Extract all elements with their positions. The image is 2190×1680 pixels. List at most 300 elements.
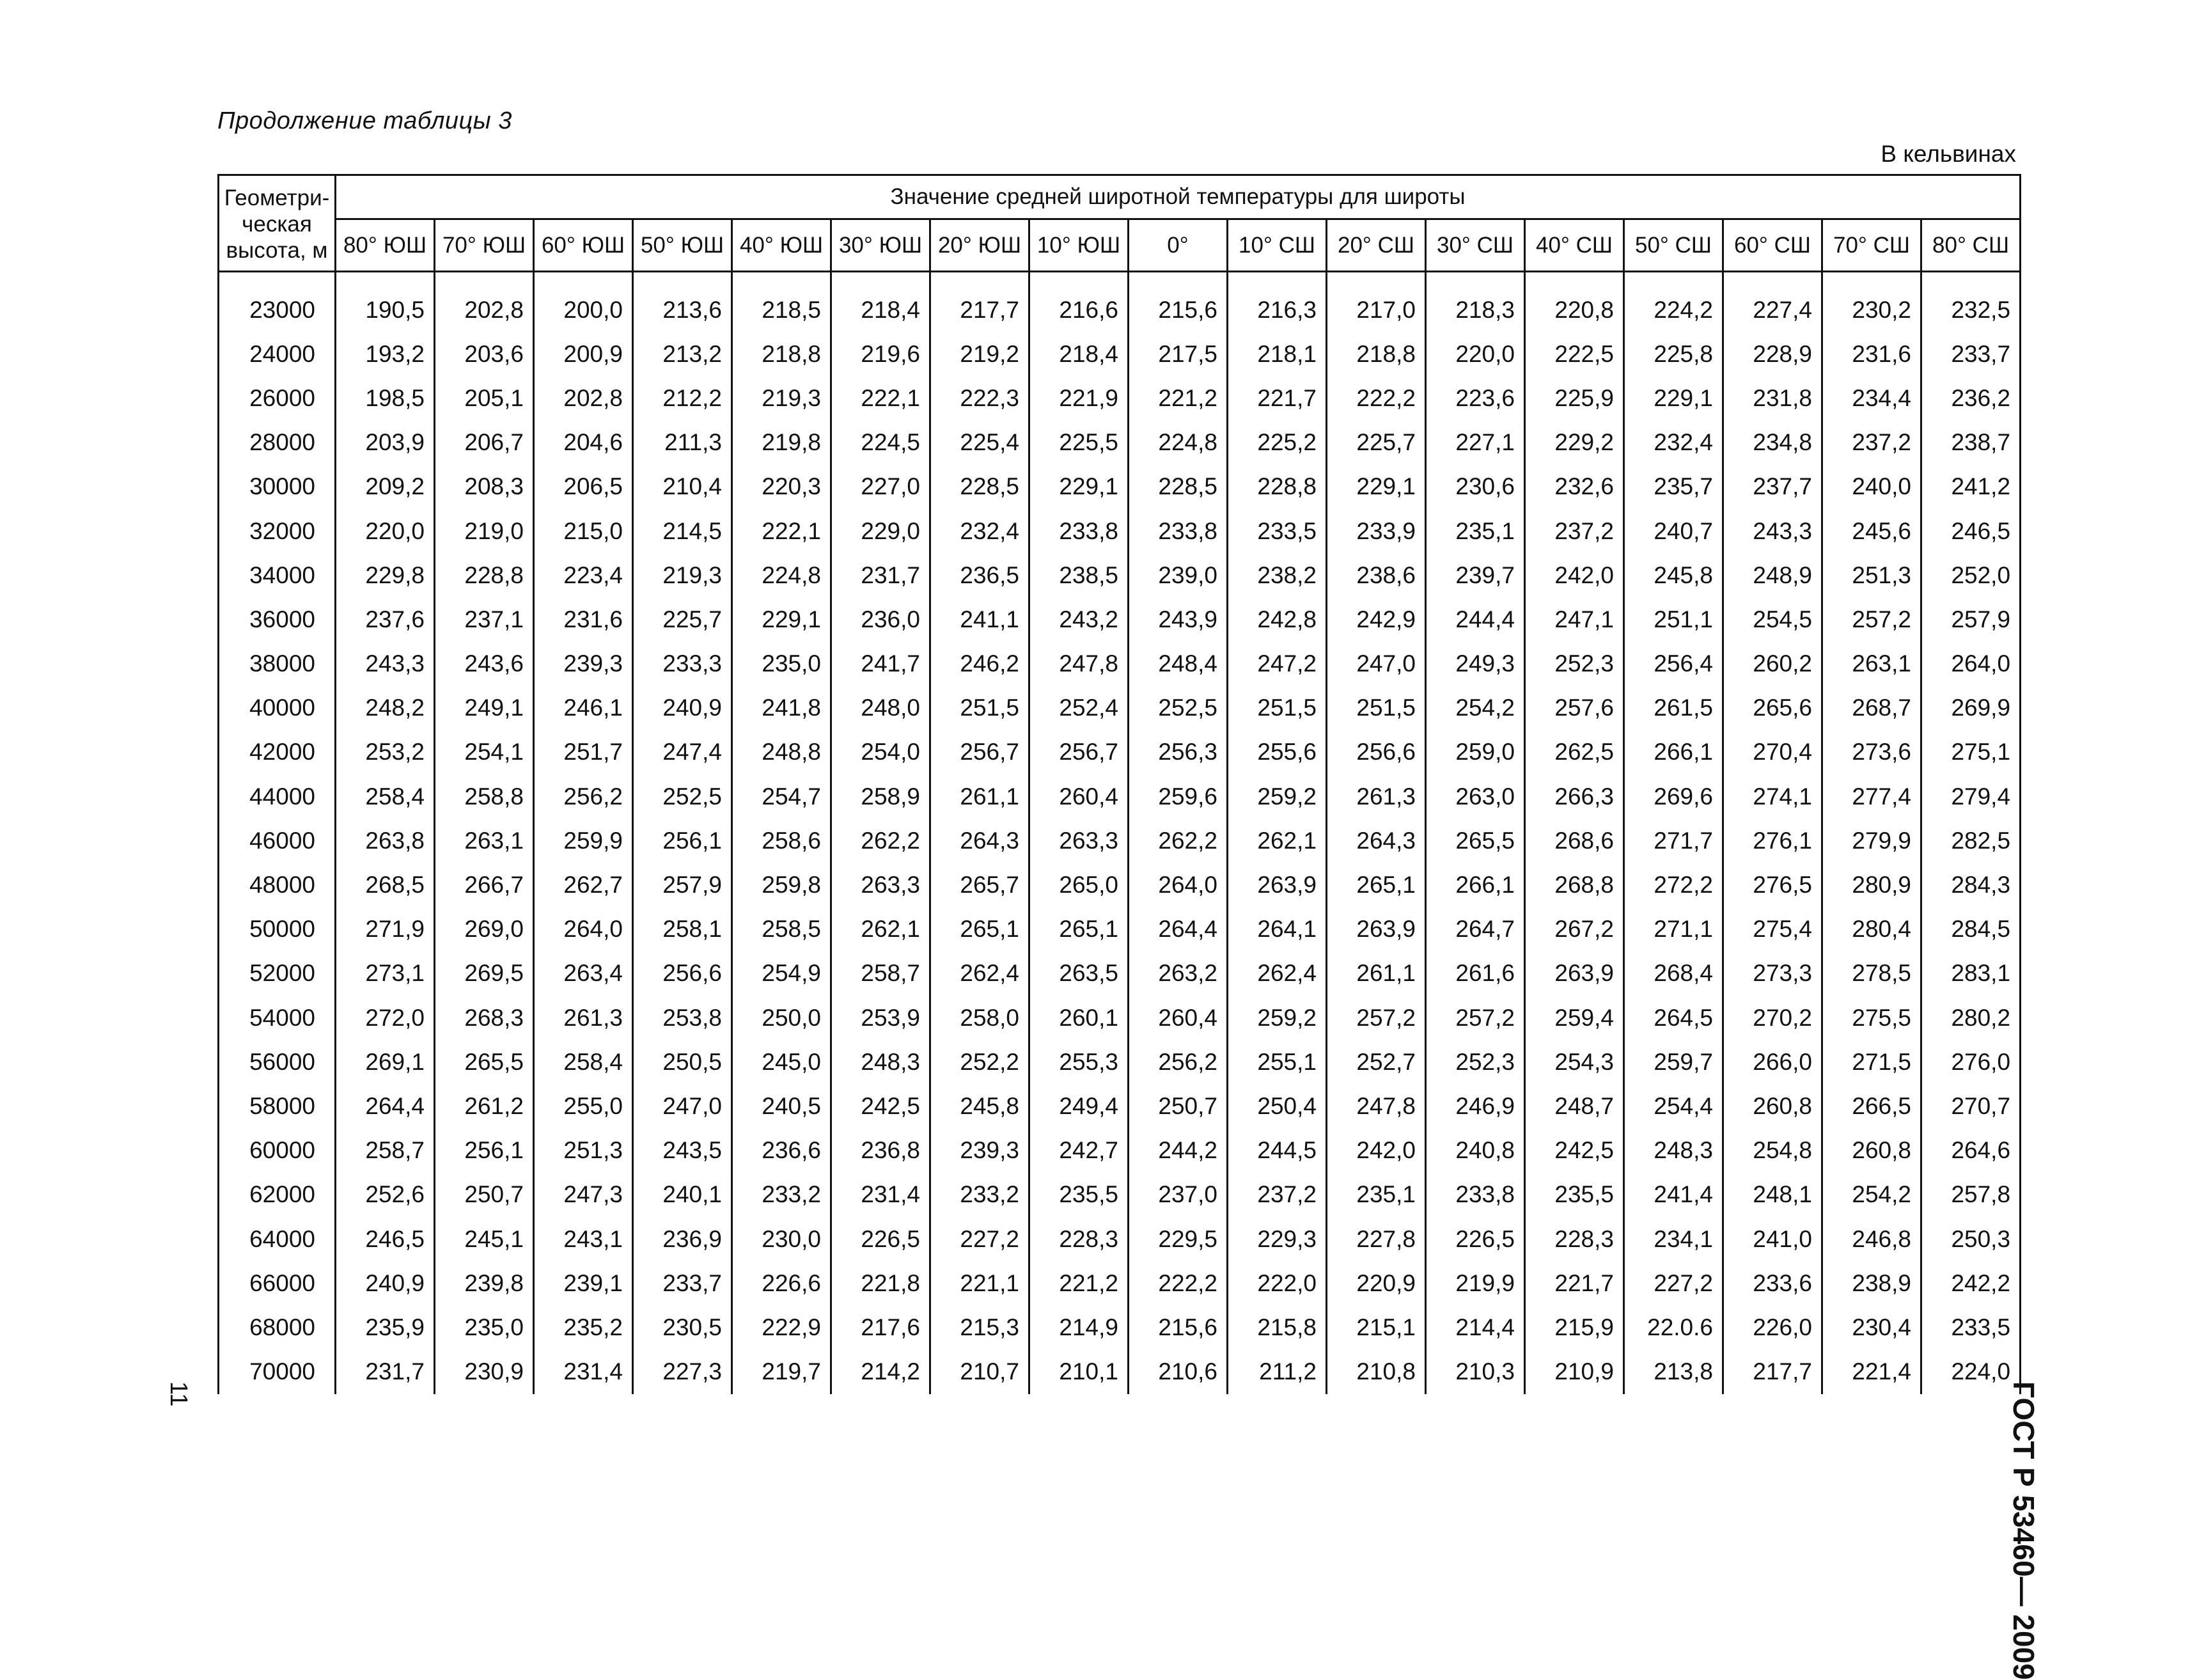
temperature-cell: 260,8	[1822, 1129, 1921, 1173]
temperature-cell: 250,7	[1129, 1084, 1228, 1128]
temperature-cell: 266,5	[1822, 1084, 1921, 1128]
latitude-header: 10° СШ	[1228, 219, 1327, 272]
temperature-cell: 259,2	[1228, 774, 1327, 819]
temperature-cell: 257,2	[1327, 996, 1426, 1040]
spacer-cell	[1129, 272, 1228, 288]
temperature-cell: 231,7	[336, 1350, 435, 1394]
temperature-cell: 262,5	[1525, 730, 1624, 774]
temperature-cell: 242,5	[831, 1084, 930, 1128]
temperature-cell: 226,5	[1426, 1217, 1525, 1261]
temperature-cell: 280,4	[1822, 907, 1921, 952]
temperature-cell: 252,3	[1525, 642, 1624, 686]
temperature-cell: 245,8	[930, 1084, 1029, 1128]
altitude-cell: 48000	[219, 863, 336, 907]
temperature-cell: 247,1	[1525, 597, 1624, 641]
temperature-cell: 259,4	[1525, 996, 1624, 1040]
temperature-cell: 220,0	[1426, 332, 1525, 376]
temperature-cell: 210,3	[1426, 1350, 1525, 1394]
table-row	[219, 509, 2021, 553]
page-number: 11	[165, 1381, 192, 1407]
temperature-cell: 268,8	[1525, 863, 1624, 907]
temperature-cell: 262,1	[831, 907, 930, 952]
temperature-cell: 203,9	[336, 421, 435, 465]
latitude-header: 20° СШ	[1327, 219, 1426, 272]
temperature-cell: 203,6	[435, 332, 534, 376]
temperature-cell: 210,8	[1327, 1350, 1426, 1394]
temperature-cell: 205,1	[435, 376, 534, 420]
temperature-cell: 218,4	[831, 288, 930, 332]
temperature-cell: 261,3	[534, 996, 633, 1040]
temperature-cell: 239,0	[1129, 553, 1228, 597]
temperature-cell: 260,1	[1029, 996, 1129, 1040]
temperature-cell: 248,4	[1129, 642, 1228, 686]
temperature-cell: 198,5	[336, 376, 435, 420]
spacer-cell	[930, 272, 1029, 288]
temperature-cell: 202,8	[534, 376, 633, 420]
temperature-cell: 228,8	[1228, 465, 1327, 509]
temperature-cell: 234,4	[1822, 376, 1921, 420]
temperature-cell: 252,5	[1129, 686, 1228, 730]
table-row	[219, 1040, 2021, 1084]
temperature-cell: 259,7	[1624, 1040, 1723, 1084]
temperature-cell: 213,6	[633, 288, 732, 332]
temperature-cell: 272,0	[336, 996, 435, 1040]
temperature-cell: 266,0	[1723, 1040, 1822, 1084]
table-row	[219, 1350, 2021, 1394]
temperature-cell: 215,0	[534, 509, 633, 553]
temperature-cell: 262,7	[534, 863, 633, 907]
temperature-cell: 208,3	[435, 465, 534, 509]
temperature-cell: 230,0	[732, 1217, 831, 1261]
temperature-cell: 239,7	[1426, 553, 1525, 597]
temperature-cell: 229,1	[1029, 465, 1129, 509]
temperature-cell: 263,5	[1029, 952, 1129, 996]
temperature-cell: 213,8	[1624, 1350, 1723, 1394]
temperature-cell: 237,6	[336, 597, 435, 641]
temperature-cell: 258,1	[633, 907, 732, 952]
table-row	[219, 730, 2021, 774]
temperature-cell: 221,2	[1029, 1261, 1129, 1305]
temperature-cell: 276,0	[1921, 1040, 2021, 1084]
temperature-cell: 261,6	[1426, 952, 1525, 996]
temperature-cell: 263,4	[534, 952, 633, 996]
altitude-cell: 68000	[219, 1305, 336, 1349]
temperature-cell: 254,2	[1822, 1173, 1921, 1217]
temperature-cell: 273,3	[1723, 952, 1822, 996]
temperature-cell: 260,4	[1129, 996, 1228, 1040]
spacer-cell	[1822, 272, 1921, 288]
temperature-cell: 227,2	[930, 1217, 1029, 1261]
temperature-cell: 243,2	[1029, 597, 1129, 641]
temperature-cell: 228,5	[1129, 465, 1228, 509]
temperature-cell: 233,2	[732, 1173, 831, 1217]
temperature-cell: 225,9	[1525, 376, 1624, 420]
temperature-cell: 229,1	[732, 597, 831, 641]
temperature-cell: 233,9	[1327, 509, 1426, 553]
temperature-cell: 230,2	[1822, 288, 1921, 332]
temperature-cell: 278,5	[1822, 952, 1921, 996]
temperature-cell: 231,4	[534, 1350, 633, 1394]
temperature-cell: 277,4	[1822, 774, 1921, 819]
temperature-cell: 200,9	[534, 332, 633, 376]
temperature-cell: 215,1	[1327, 1305, 1426, 1349]
temperature-cell: 221,4	[1822, 1350, 1921, 1394]
standard-id: ГОСТ Р 53460— 2009	[2007, 1381, 2040, 1680]
temperature-cell: 242,0	[1525, 553, 1624, 597]
temperature-cell: 248,0	[831, 686, 930, 730]
spacer-cell	[633, 272, 732, 288]
spacer-cell	[1029, 272, 1129, 288]
temperature-cell: 229,5	[1129, 1217, 1228, 1261]
temperature-cell: 257,2	[1426, 996, 1525, 1040]
temperature-cell: 258,9	[831, 774, 930, 819]
temperature-cell: 239,8	[435, 1261, 534, 1305]
altitude-header	[219, 175, 336, 272]
spacer-cell	[1426, 272, 1525, 288]
temperature-cell: 237,2	[1525, 509, 1624, 553]
temperature-cell: 268,3	[435, 996, 534, 1040]
temperature-cell: 255,1	[1228, 1040, 1327, 1084]
temperature-cell: 264,4	[336, 1084, 435, 1128]
temperature-cell: 247,4	[633, 730, 732, 774]
spacer-cell	[831, 272, 930, 288]
temperature-cell: 264,7	[1426, 907, 1525, 952]
temperature-cell: 269,0	[435, 907, 534, 952]
table-row	[219, 465, 2021, 509]
temperature-cell: 268,6	[1525, 819, 1624, 863]
spacer-cell	[1525, 272, 1624, 288]
temperature-cell: 270,2	[1723, 996, 1822, 1040]
temperature-cell: 258,0	[930, 996, 1029, 1040]
temperature-cell: 212,2	[633, 376, 732, 420]
temperature-cell: 236,9	[633, 1217, 732, 1261]
latitude-header: 50° ЮШ	[633, 219, 732, 272]
temperature-cell: 232,5	[1921, 288, 2021, 332]
temperature-cell: 236,2	[1921, 376, 2021, 420]
temperature-cell: 221,9	[1029, 376, 1129, 420]
temperature-cell: 249,3	[1426, 642, 1525, 686]
temperature-cell: 231,8	[1723, 376, 1822, 420]
temperature-cell: 265,1	[1327, 863, 1426, 907]
temperature-cell: 258,4	[534, 1040, 633, 1084]
temperature-cell: 228,3	[1525, 1217, 1624, 1261]
spacer-cell	[534, 272, 633, 288]
temperature-cell: 251,5	[1327, 686, 1426, 730]
temperature-cell: 210,4	[633, 465, 732, 509]
altitude-cell: 32000	[219, 509, 336, 553]
temperature-cell: 227,4	[1723, 288, 1822, 332]
temperature-cell: 238,9	[1822, 1261, 1921, 1305]
temperature-cell: 221,7	[1228, 376, 1327, 420]
temperature-cell: 256,6	[633, 952, 732, 996]
temperature-cell: 222,2	[1327, 376, 1426, 420]
temperature-cell: 249,1	[435, 686, 534, 730]
temperature-cell: 258,7	[831, 952, 930, 996]
temperature-cell: 266,3	[1525, 774, 1624, 819]
temperature-cell: 256,2	[1129, 1040, 1228, 1084]
table-row	[219, 1173, 2021, 1217]
temperature-cell: 219,9	[1426, 1261, 1525, 1305]
temperature-cell: 254,7	[732, 774, 831, 819]
temperature-cell: 262,4	[1228, 952, 1327, 996]
temperature-cell: 233,7	[1921, 332, 2021, 376]
temperature-cell: 237,2	[1822, 421, 1921, 465]
temperature-cell: 261,2	[435, 1084, 534, 1128]
temperature-cell: 223,6	[1426, 376, 1525, 420]
temperature-cell: 227,1	[1426, 421, 1525, 465]
temperature-cell: 235,0	[732, 642, 831, 686]
temperature-cell: 235,1	[1426, 509, 1525, 553]
temperature-cell: 209,2	[336, 465, 435, 509]
temperature-cell: 210,7	[930, 1350, 1029, 1394]
temperature-cell: 239,3	[930, 1129, 1029, 1173]
temperature-cell: 250,4	[1228, 1084, 1327, 1128]
altitude-cell: 58000	[219, 1084, 336, 1128]
temperature-cell: 220,9	[1327, 1261, 1426, 1305]
temperature-cell: 216,6	[1029, 288, 1129, 332]
altitude-cell: 54000	[219, 996, 336, 1040]
temperature-cell: 225,7	[1327, 421, 1426, 465]
temperature-cell: 251,3	[1822, 553, 1921, 597]
temperature-cell: 231,6	[534, 597, 633, 641]
spacer-cell	[219, 272, 336, 288]
temperature-cell: 275,4	[1723, 907, 1822, 952]
temperature-cell: 206,7	[435, 421, 534, 465]
temperature-cell: 257,6	[1525, 686, 1624, 730]
temperature-cell: 229,3	[1228, 1217, 1327, 1261]
temperature-cell: 263,2	[1129, 952, 1228, 996]
temperature-cell: 263,9	[1228, 863, 1327, 907]
temperature-cell: 264,0	[534, 907, 633, 952]
temperature-cell: 224,5	[831, 421, 930, 465]
temperature-cell: 219,8	[732, 421, 831, 465]
temperature-cell: 224,8	[1129, 421, 1228, 465]
temperature-cell: 256,2	[534, 774, 633, 819]
temperature-cell: 256,6	[1327, 730, 1426, 774]
latitude-header: 10° ЮШ	[1029, 219, 1129, 272]
temperature-cell: 265,5	[1426, 819, 1525, 863]
temperature-cell: 258,6	[732, 819, 831, 863]
altitude-cell: 34000	[219, 553, 336, 597]
temperature-cell: 240,0	[1822, 465, 1921, 509]
temperature-cell: 236,0	[831, 597, 930, 641]
spacer-cell	[1723, 272, 1822, 288]
altitude-cell: 50000	[219, 907, 336, 952]
table-row	[219, 686, 2021, 730]
temperature-cell: 260,8	[1723, 1084, 1822, 1128]
temperature-cell: 259,6	[1129, 774, 1228, 819]
temperature-cell: 235,2	[534, 1305, 633, 1349]
altitude-cell: 56000	[219, 1040, 336, 1084]
temperature-cell: 257,8	[1921, 1173, 2021, 1217]
temperature-cell: 214,2	[831, 1350, 930, 1394]
temperature-cell: 22.0.6	[1624, 1305, 1723, 1349]
temperature-cell: 216,3	[1228, 288, 1327, 332]
altitude-cell: 44000	[219, 774, 336, 819]
temperature-cell: 255,6	[1228, 730, 1327, 774]
temperature-cell: 269,5	[435, 952, 534, 996]
temperature-cell: 261,1	[1327, 952, 1426, 996]
temperature-cell: 263,3	[1029, 819, 1129, 863]
temperature-cell: 240,9	[633, 686, 732, 730]
temperature-cell: 280,2	[1921, 996, 2021, 1040]
temperature-cell: 255,3	[1029, 1040, 1129, 1084]
temperature-cell: 233,6	[1723, 1261, 1822, 1305]
temperature-cell: 215,9	[1525, 1305, 1624, 1349]
temperature-cell: 237,7	[1723, 465, 1822, 509]
temperature-cell: 282,5	[1921, 819, 2021, 863]
temperature-cell: 218,3	[1426, 288, 1525, 332]
temperature-cell: 214,5	[633, 509, 732, 553]
temperature-cell: 264,3	[930, 819, 1029, 863]
temperature-cell: 265,5	[435, 1040, 534, 1084]
temperature-cell: 242,9	[1327, 597, 1426, 641]
temperature-cell: 258,4	[336, 774, 435, 819]
spacer-cell	[1624, 272, 1723, 288]
temperature-cell: 256,7	[1029, 730, 1129, 774]
spacer-cell	[336, 272, 435, 288]
temperature-cell: 238,2	[1228, 553, 1327, 597]
altitude-cell: 30000	[219, 465, 336, 509]
temperature-cell: 227,8	[1327, 1217, 1426, 1261]
temperature-cell: 271,5	[1822, 1040, 1921, 1084]
table-row	[219, 1084, 2021, 1128]
temperature-cell: 226,6	[732, 1261, 831, 1305]
temperature-cell: 246,5	[1921, 509, 2021, 553]
temperature-cell: 258,8	[435, 774, 534, 819]
temperature-cell: 211,3	[633, 421, 732, 465]
temperature-cell: 228,9	[1723, 332, 1822, 376]
temperature-cell: 242,7	[1029, 1129, 1129, 1173]
temperature-cell: 263,9	[1327, 907, 1426, 952]
temperature-cell: 260,2	[1723, 642, 1822, 686]
temperature-cell: 229,8	[336, 553, 435, 597]
temperature-cell: 271,9	[336, 907, 435, 952]
temperature-cell: 221,7	[1525, 1261, 1624, 1305]
temperature-cell: 279,9	[1822, 819, 1921, 863]
temperature-cell: 248,3	[831, 1040, 930, 1084]
altitude-cell: 52000	[219, 952, 336, 996]
altitude-cell: 60000	[219, 1129, 336, 1173]
temperature-cell: 210,1	[1029, 1350, 1129, 1394]
temperature-cell: 236,5	[930, 553, 1029, 597]
spacer-cell	[1921, 272, 2021, 288]
temperature-cell: 222,5	[1525, 332, 1624, 376]
temperature-cell: 254,3	[1525, 1040, 1624, 1084]
temperature-cell: 235,7	[1624, 465, 1723, 509]
temperature-cell: 273,6	[1822, 730, 1921, 774]
altitude-cell: 24000	[219, 332, 336, 376]
temperature-cell: 257,9	[633, 863, 732, 907]
temperature-cell: 190,5	[336, 288, 435, 332]
temperature-cell: 243,6	[435, 642, 534, 686]
temperature-cell: 252,6	[336, 1173, 435, 1217]
temperature-cell: 193,2	[336, 332, 435, 376]
temperature-cell: 266,1	[1426, 863, 1525, 907]
temperature-cell: 232,4	[930, 509, 1029, 553]
temperature-cell: 248,1	[1723, 1173, 1822, 1217]
temperature-cell: 218,8	[732, 332, 831, 376]
temperature-cell: 267,2	[1525, 907, 1624, 952]
temperature-cell: 231,7	[831, 553, 930, 597]
temperature-cell: 240,9	[336, 1261, 435, 1305]
table-row	[219, 907, 2021, 952]
temperature-cell: 266,7	[435, 863, 534, 907]
temperature-cell: 264,5	[1624, 996, 1723, 1040]
temperature-cell: 234,8	[1723, 421, 1822, 465]
temperature-cell: 250,7	[435, 1173, 534, 1217]
temperature-cell: 247,8	[1029, 642, 1129, 686]
table-row	[219, 952, 2021, 996]
temperature-cell: 264,3	[1327, 819, 1426, 863]
temperature-cell: 236,6	[732, 1129, 831, 1173]
temperature-cell: 233,7	[633, 1261, 732, 1305]
table-caption: Продолжение таблицы 3	[217, 107, 512, 134]
table-row	[219, 1305, 2021, 1349]
temperature-cell: 270,7	[1921, 1084, 2021, 1128]
temperature-cell: 251,7	[534, 730, 633, 774]
latitude-header: 20° ЮШ	[930, 219, 1029, 272]
temperature-cell: 233,8	[1029, 509, 1129, 553]
temperature-cell: 244,2	[1129, 1129, 1228, 1173]
temperature-cell: 227,0	[831, 465, 930, 509]
temperature-cell: 241,4	[1624, 1173, 1723, 1217]
table-row	[219, 819, 2021, 863]
temperature-cell: 263,3	[831, 863, 930, 907]
temperature-cell: 256,3	[1129, 730, 1228, 774]
latitude-header: 30° ЮШ	[831, 219, 930, 272]
altitude-cell: 23000	[219, 288, 336, 332]
temperature-cell: 263,0	[1426, 774, 1525, 819]
temperature-cell: 220,8	[1525, 288, 1624, 332]
temperature-cell: 219,3	[633, 553, 732, 597]
temperature-cell: 232,6	[1525, 465, 1624, 509]
latitude-header: 50° СШ	[1624, 219, 1723, 272]
temperature-cell: 238,7	[1921, 421, 2021, 465]
temperature-cell: 259,8	[732, 863, 831, 907]
latitude-group-header: Значение средней широтной температуры для широты	[336, 175, 2021, 219]
temperature-cell: 225,7	[633, 597, 732, 641]
temperature-cell: 252,2	[930, 1040, 1029, 1084]
temperature-cell: 269,9	[1921, 686, 2021, 730]
temperature-cell: 217,7	[930, 288, 1029, 332]
temperature-cell: 233,8	[1129, 509, 1228, 553]
table-row	[219, 863, 2021, 907]
temperature-cell: 220,0	[336, 509, 435, 553]
altitude-cell: 28000	[219, 421, 336, 465]
temperature-cell: 253,9	[831, 996, 930, 1040]
temperature-cell: 269,6	[1624, 774, 1723, 819]
temperature-cell: 230,5	[633, 1305, 732, 1349]
temperature-cell: 248,8	[732, 730, 831, 774]
temperature-cell: 240,5	[732, 1084, 831, 1128]
temperature-cell: 251,3	[534, 1129, 633, 1173]
temperature-cell: 260,4	[1029, 774, 1129, 819]
temperature-cell: 221,2	[1129, 376, 1228, 420]
temperature-cell: 222,9	[732, 1305, 831, 1349]
latitude-header: 70° ЮШ	[435, 219, 534, 272]
temperature-cell: 252,3	[1426, 1040, 1525, 1084]
temperature-cell: 259,2	[1228, 996, 1327, 1040]
temperature-cell: 222,2	[1129, 1261, 1228, 1305]
altitude-cell: 70000	[219, 1350, 336, 1394]
temperature-cell: 251,5	[1228, 686, 1327, 730]
table-row	[219, 553, 2021, 597]
temperature-cell: 262,2	[831, 819, 930, 863]
temperature-cell: 242,8	[1228, 597, 1327, 641]
temperature-cell: 223,4	[534, 553, 633, 597]
temperature-cell: 251,5	[930, 686, 1029, 730]
